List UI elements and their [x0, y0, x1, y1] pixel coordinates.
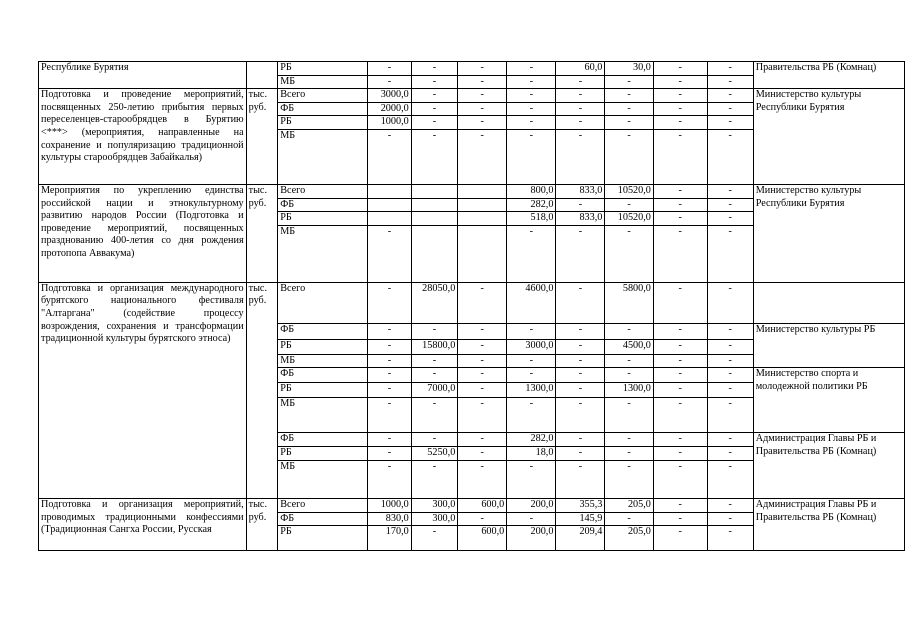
funding-source: Всего: [278, 184, 368, 198]
funding-source: МБ: [278, 129, 368, 184]
year-value: 833,0: [556, 212, 605, 226]
year-value: -: [368, 354, 411, 368]
year-value: -: [707, 512, 753, 526]
funding-source: РБ: [278, 446, 368, 460]
funding-source: ФБ: [278, 323, 368, 339]
year-value: -: [458, 368, 507, 383]
year-value: -: [707, 62, 753, 76]
unit-cell: [246, 62, 278, 89]
year-value: -: [653, 526, 707, 551]
year-value: -: [458, 354, 507, 368]
year-value: 282,0: [507, 433, 556, 447]
year-value: [411, 225, 458, 282]
year-value: 518,0: [507, 212, 556, 226]
year-value: -: [458, 282, 507, 323]
year-value: 300,0: [411, 512, 458, 526]
year-value: -: [707, 212, 753, 226]
year-value: -: [556, 339, 605, 354]
year-value: [368, 198, 411, 212]
year-value: -: [707, 89, 753, 103]
year-value: 600,0: [458, 498, 507, 512]
year-value: -: [458, 446, 507, 460]
year-value: -: [458, 75, 507, 89]
year-value: -: [707, 433, 753, 447]
year-value: 205,0: [605, 526, 653, 551]
year-value: 1300,0: [605, 383, 653, 398]
year-value: -: [507, 368, 556, 383]
budget-table: [38, 61, 905, 551]
year-value: -: [707, 354, 753, 368]
year-value: [368, 184, 411, 198]
year-value: -: [653, 102, 707, 116]
year-value: -: [411, 354, 458, 368]
year-value: [458, 198, 507, 212]
year-value: -: [458, 398, 507, 433]
year-value: -: [368, 460, 411, 498]
year-value: [458, 212, 507, 226]
year-value: -: [653, 339, 707, 354]
year-value: -: [458, 460, 507, 498]
year-value: -: [458, 129, 507, 184]
year-value: -: [458, 433, 507, 447]
year-value: -: [707, 460, 753, 498]
year-value: -: [653, 212, 707, 226]
year-value: -: [707, 498, 753, 512]
unit-cell: тыс. руб.: [246, 498, 278, 550]
year-value: -: [707, 102, 753, 116]
year-value: -: [653, 75, 707, 89]
responsible-executor: [753, 282, 904, 323]
funding-source: РБ: [278, 383, 368, 398]
year-value: 3000,0: [507, 339, 556, 354]
year-value: -: [653, 354, 707, 368]
year-value: -: [707, 184, 753, 198]
funding-source: ФБ: [278, 368, 368, 383]
year-value: 300,0: [411, 498, 458, 512]
year-value: -: [556, 102, 605, 116]
funding-source: ФБ: [278, 433, 368, 447]
year-value: -: [653, 129, 707, 184]
year-value: -: [707, 116, 753, 130]
year-value: 2000,0: [368, 102, 411, 116]
funding-source: МБ: [278, 225, 368, 282]
year-value: -: [411, 89, 458, 103]
year-value: -: [707, 323, 753, 339]
year-value: -: [707, 526, 753, 551]
year-value: -: [707, 368, 753, 383]
measure-description: Подготовка и организация мероприятий, проводимых традиционными конфессиями (Традиционная Сангха России, Русская: [39, 498, 247, 550]
year-value: -: [653, 282, 707, 323]
year-value: -: [411, 116, 458, 130]
responsible-executor: Администрация Главы РБ и Правительства РБ (Комнац): [753, 433, 904, 499]
year-value: -: [556, 354, 605, 368]
year-value: -: [556, 398, 605, 433]
year-value: -: [605, 116, 653, 130]
year-value: -: [458, 102, 507, 116]
funding-source: РБ: [278, 212, 368, 226]
year-value: -: [556, 282, 605, 323]
year-value: -: [507, 512, 556, 526]
year-value: 170,0: [368, 526, 411, 551]
year-value: 800,0: [507, 184, 556, 198]
year-value: [458, 184, 507, 198]
funding-source: РБ: [278, 339, 368, 354]
table-row: [39, 282, 905, 323]
year-value: -: [653, 398, 707, 433]
year-value: -: [653, 323, 707, 339]
year-value: -: [605, 398, 653, 433]
year-value: -: [411, 526, 458, 551]
year-value: -: [368, 323, 411, 339]
year-value: -: [458, 383, 507, 398]
year-value: -: [411, 102, 458, 116]
year-value: 60,0: [556, 62, 605, 76]
table-row: [39, 184, 905, 198]
year-value: 1000,0: [368, 498, 411, 512]
year-value: -: [707, 225, 753, 282]
year-value: 4600,0: [507, 282, 556, 323]
year-value: 5250,0: [411, 446, 458, 460]
year-value: 3000,0: [368, 89, 411, 103]
year-value: 209,4: [556, 526, 605, 551]
table-row: [39, 62, 905, 76]
year-value: 833,0: [556, 184, 605, 198]
year-value: 4500,0: [605, 339, 653, 354]
year-value: 205,0: [605, 498, 653, 512]
year-value: -: [507, 102, 556, 116]
funding-source: МБ: [278, 398, 368, 433]
funding-source: ФБ: [278, 102, 368, 116]
year-value: -: [368, 75, 411, 89]
year-value: -: [507, 398, 556, 433]
year-value: -: [368, 433, 411, 447]
year-value: -: [507, 225, 556, 282]
year-value: -: [458, 89, 507, 103]
measure-description: Подготовка и проведение мероприятий, посвященных 250-летию прибытия первых переселенцев-старообрядцев в Бурятию <***> (мероприятия, направленные на сохранение и популяризацию традиционной культуры старообрядцев Забайкалья): [39, 89, 247, 185]
year-value: -: [605, 89, 653, 103]
year-value: -: [707, 75, 753, 89]
year-value: -: [707, 339, 753, 354]
responsible-executor: Правительства РБ (Комнац): [753, 62, 904, 89]
funding-source: Всего: [278, 89, 368, 103]
responsible-executor: Администрация Главы РБ и Правительства РБ (Комнац): [753, 498, 904, 550]
year-value: 1000,0: [368, 116, 411, 130]
year-value: [458, 225, 507, 282]
year-value: -: [411, 323, 458, 339]
year-value: -: [507, 116, 556, 130]
year-value: -: [556, 368, 605, 383]
year-value: -: [605, 323, 653, 339]
year-value: -: [556, 116, 605, 130]
year-value: -: [653, 498, 707, 512]
year-value: 30,0: [605, 62, 653, 76]
year-value: -: [411, 398, 458, 433]
year-value: [368, 212, 411, 226]
year-value: 1300,0: [507, 383, 556, 398]
year-value: -: [556, 129, 605, 184]
year-value: -: [556, 323, 605, 339]
year-value: 10520,0: [605, 184, 653, 198]
year-value: [411, 184, 458, 198]
responsible-executor: Министерство культуры Республики Бурятия: [753, 184, 904, 282]
year-value: -: [507, 62, 556, 76]
year-value: -: [368, 339, 411, 354]
year-value: -: [507, 75, 556, 89]
year-value: -: [605, 129, 653, 184]
funding-source: МБ: [278, 460, 368, 498]
year-value: -: [368, 446, 411, 460]
year-value: 5800,0: [605, 282, 653, 323]
year-value: -: [605, 75, 653, 89]
year-value: -: [653, 512, 707, 526]
year-value: 145,9: [556, 512, 605, 526]
year-value: -: [368, 282, 411, 323]
year-value: 28050,0: [411, 282, 458, 323]
year-value: 200,0: [507, 526, 556, 551]
year-value: -: [411, 433, 458, 447]
year-value: 355,3: [556, 498, 605, 512]
year-value: -: [653, 225, 707, 282]
unit-cell: тыс. руб.: [246, 184, 278, 282]
unit-cell: тыс. руб.: [246, 89, 278, 185]
year-value: -: [458, 323, 507, 339]
year-value: -: [605, 368, 653, 383]
year-value: -: [605, 512, 653, 526]
measure-description: Мероприятия по укреплению единства российской нации и этнокультурному развитию народов России (Подготовка и проведение мероприятий, посвященных празднованию 400-летия со дня рождения протопопа Аввакума): [39, 184, 247, 282]
funding-source: МБ: [278, 75, 368, 89]
year-value: -: [458, 62, 507, 76]
year-value: [411, 198, 458, 212]
year-value: -: [411, 460, 458, 498]
year-value: -: [707, 282, 753, 323]
responsible-executor: Министерство культуры РБ: [753, 323, 904, 368]
year-value: -: [653, 383, 707, 398]
year-value: -: [556, 460, 605, 498]
year-value: -: [411, 129, 458, 184]
year-value: -: [507, 354, 556, 368]
year-value: -: [556, 446, 605, 460]
year-value: -: [653, 446, 707, 460]
year-value: -: [556, 198, 605, 212]
year-value: 830,0: [368, 512, 411, 526]
year-value: -: [368, 129, 411, 184]
year-value: -: [653, 184, 707, 198]
year-value: -: [556, 225, 605, 282]
year-value: -: [458, 116, 507, 130]
year-value: -: [605, 198, 653, 212]
year-value: -: [556, 89, 605, 103]
funding-source: РБ: [278, 116, 368, 130]
year-value: -: [411, 75, 458, 89]
year-value: 7000,0: [411, 383, 458, 398]
year-value: -: [653, 433, 707, 447]
year-value: 10520,0: [605, 212, 653, 226]
year-value: -: [411, 368, 458, 383]
year-value: -: [605, 354, 653, 368]
year-value: -: [707, 383, 753, 398]
year-value: -: [507, 323, 556, 339]
table-row: [39, 498, 905, 512]
year-value: -: [507, 460, 556, 498]
year-value: -: [458, 339, 507, 354]
year-value: -: [368, 62, 411, 76]
responsible-executor: Министерство культуры Республики Бурятия: [753, 89, 904, 185]
year-value: -: [507, 129, 556, 184]
year-value: -: [605, 225, 653, 282]
responsible-executor: Министерство спорта и молодежной политики РБ: [753, 368, 904, 433]
year-value: -: [368, 383, 411, 398]
funding-source: ФБ: [278, 512, 368, 526]
year-value: -: [605, 102, 653, 116]
year-value: -: [368, 368, 411, 383]
year-value: -: [653, 62, 707, 76]
year-value: -: [556, 383, 605, 398]
year-value: -: [556, 433, 605, 447]
year-value: -: [653, 368, 707, 383]
funding-source: ФБ: [278, 198, 368, 212]
year-value: -: [653, 460, 707, 498]
measure-description: Подготовка и организация международного бурятского национального фестиваля "Алтаргана" (содействие процессу возрождения, сохранения и трансформации традиционной культуры бурятского этноса): [39, 282, 247, 498]
table-row: [39, 89, 905, 103]
year-value: -: [556, 75, 605, 89]
unit-cell: тыс. руб.: [246, 282, 278, 498]
funding-source: РБ: [278, 62, 368, 76]
funding-source: Всего: [278, 282, 368, 323]
year-value: 600,0: [458, 526, 507, 551]
year-value: -: [653, 116, 707, 130]
year-value: -: [707, 398, 753, 433]
year-value: -: [368, 398, 411, 433]
year-value: -: [605, 433, 653, 447]
funding-source: РБ: [278, 526, 368, 551]
year-value: 18,0: [507, 446, 556, 460]
year-value: -: [605, 446, 653, 460]
year-value: 282,0: [507, 198, 556, 212]
year-value: -: [411, 62, 458, 76]
year-value: -: [458, 512, 507, 526]
year-value: -: [707, 446, 753, 460]
year-value: -: [707, 129, 753, 184]
funding-source: МБ: [278, 354, 368, 368]
year-value: -: [507, 89, 556, 103]
year-value: -: [653, 198, 707, 212]
year-value: -: [653, 89, 707, 103]
year-value: [411, 212, 458, 226]
measure-description: Республике Бурятия: [39, 62, 247, 89]
year-value: 15800,0: [411, 339, 458, 354]
year-value: -: [605, 460, 653, 498]
funding-source: Всего: [278, 498, 368, 512]
year-value: 200,0: [507, 498, 556, 512]
year-value: -: [707, 198, 753, 212]
year-value: -: [368, 225, 411, 282]
